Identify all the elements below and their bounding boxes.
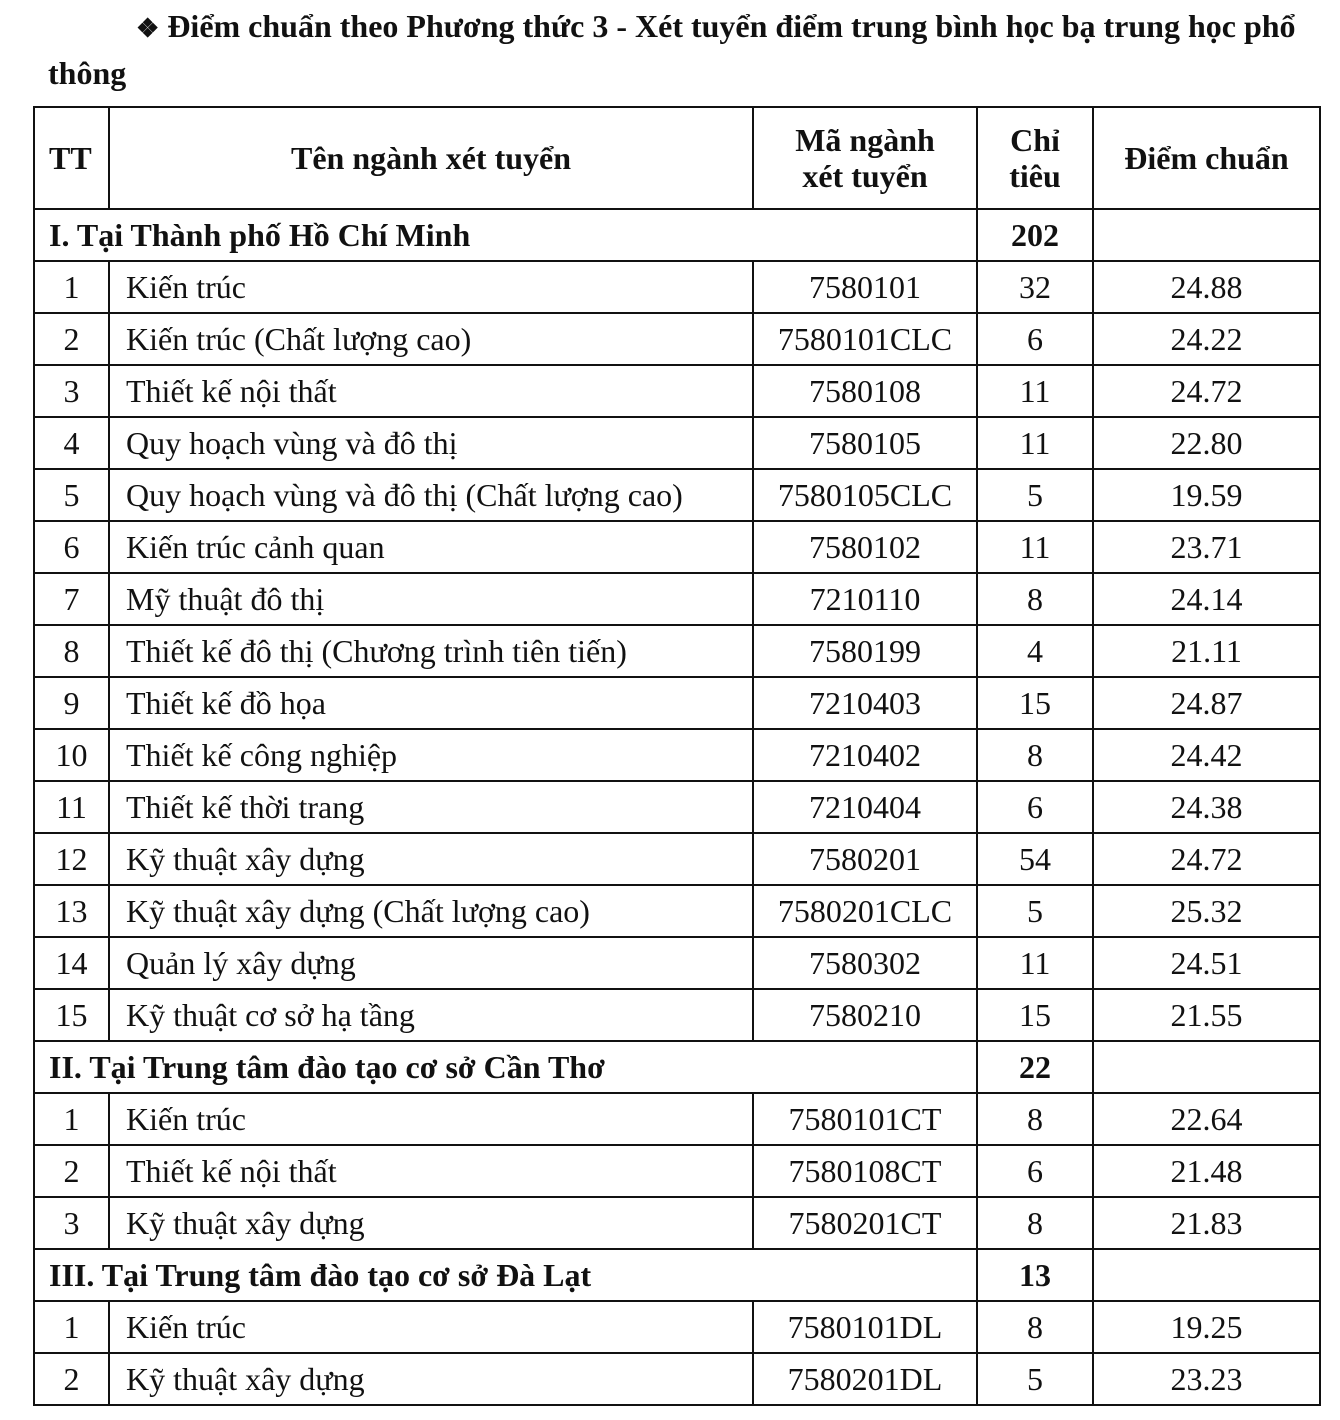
table-row xyxy=(34,625,1320,677)
row-quota: 8 xyxy=(977,1197,1093,1249)
row-code: 7580201 xyxy=(753,833,977,885)
row-code: 7580108 xyxy=(753,365,977,417)
row-tt: 2 xyxy=(34,1145,109,1197)
row-tt: 9 xyxy=(34,677,109,729)
row-name: Kiến trúc xyxy=(109,1301,753,1353)
row-score: 21.55 xyxy=(1093,989,1320,1041)
row-score: 24.42 xyxy=(1093,729,1320,781)
table-row xyxy=(34,365,1320,417)
row-quota: 15 xyxy=(977,677,1093,729)
row-tt: 1 xyxy=(34,261,109,313)
row-tt: 10 xyxy=(34,729,109,781)
row-score: 25.32 xyxy=(1093,885,1320,937)
header-code-line2: xét tuyển xyxy=(802,158,928,194)
table-row xyxy=(34,313,1320,365)
row-quota: 11 xyxy=(977,417,1093,469)
header-code xyxy=(753,107,977,209)
row-tt: 3 xyxy=(34,365,109,417)
row-tt: 3 xyxy=(34,1197,109,1249)
row-tt: 6 xyxy=(34,521,109,573)
row-quota: 8 xyxy=(977,1093,1093,1145)
section-quota: 13 xyxy=(977,1249,1093,1301)
row-tt: 8 xyxy=(34,625,109,677)
row-score: 24.87 xyxy=(1093,677,1320,729)
row-quota: 6 xyxy=(977,313,1093,365)
row-code: 7580101CT xyxy=(753,1093,977,1145)
row-score: 24.22 xyxy=(1093,313,1320,365)
row-name: Kỹ thuật xây dựng xyxy=(109,1197,753,1249)
row-quota: 15 xyxy=(977,989,1093,1041)
header-score: Điểm chuẩn xyxy=(1093,107,1320,209)
row-name: Kiến trúc cảnh quan xyxy=(109,521,753,573)
section-score-empty xyxy=(1093,209,1320,261)
row-name: Quản lý xây dựng xyxy=(109,937,753,989)
row-quota: 5 xyxy=(977,1353,1093,1405)
header-quota xyxy=(977,107,1093,209)
table-row xyxy=(34,677,1320,729)
row-name: Kỹ thuật xây dựng xyxy=(109,1353,753,1405)
row-score: 21.83 xyxy=(1093,1197,1320,1249)
row-quota: 11 xyxy=(977,521,1093,573)
header-quota-line1: Chỉ xyxy=(1010,122,1060,158)
row-score: 19.59 xyxy=(1093,469,1320,521)
row-quota: 8 xyxy=(977,573,1093,625)
row-quota: 8 xyxy=(977,729,1093,781)
row-score: 24.51 xyxy=(1093,937,1320,989)
row-tt: 12 xyxy=(34,833,109,885)
header-quota-line2: tiêu xyxy=(1009,158,1061,194)
row-code: 7580102 xyxy=(753,521,977,573)
row-name: Kiến trúc xyxy=(109,261,753,313)
section-row xyxy=(34,1041,1320,1093)
row-score: 19.25 xyxy=(1093,1301,1320,1353)
section-heading xyxy=(48,4,1318,96)
row-tt: 4 xyxy=(34,417,109,469)
row-name: Kỹ thuật xây dựng (Chất lượng cao) xyxy=(109,885,753,937)
section-title: II. Tại Trung tâm đào tạo cơ sở Cần Thơ xyxy=(34,1041,977,1093)
row-code: 7580105CLC xyxy=(753,469,977,521)
diamond-bullet-icon: ❖ xyxy=(136,14,160,43)
row-score: 24.88 xyxy=(1093,261,1320,313)
header-tt: TT xyxy=(34,107,109,209)
row-tt: 13 xyxy=(34,885,109,937)
row-name: Quy hoạch vùng và đô thị xyxy=(109,417,753,469)
table-row xyxy=(34,1145,1320,1197)
row-tt: 11 xyxy=(34,781,109,833)
row-score: 24.14 xyxy=(1093,573,1320,625)
section-row xyxy=(34,209,1320,261)
row-code: 7210403 xyxy=(753,677,977,729)
row-code: 7580302 xyxy=(753,937,977,989)
section-score-empty xyxy=(1093,1249,1320,1301)
section-title: III. Tại Trung tâm đào tạo cơ sở Đà Lạt xyxy=(34,1249,977,1301)
row-tt: 2 xyxy=(34,313,109,365)
row-code: 7210110 xyxy=(753,573,977,625)
table-row xyxy=(34,469,1320,521)
row-name: Kiến trúc xyxy=(109,1093,753,1145)
row-code: 7580210 xyxy=(753,989,977,1041)
row-name: Quy hoạch vùng và đô thị (Chất lượng cao) xyxy=(109,469,753,521)
row-tt: 2 xyxy=(34,1353,109,1405)
table-row xyxy=(34,781,1320,833)
table-row xyxy=(34,833,1320,885)
row-code: 7580201DL xyxy=(753,1353,977,1405)
row-tt: 5 xyxy=(34,469,109,521)
section-title: I. Tại Thành phố Hồ Chí Minh xyxy=(34,209,977,261)
row-name: Kỹ thuật cơ sở hạ tầng xyxy=(109,989,753,1041)
row-code: 7580201CT xyxy=(753,1197,977,1249)
row-quota: 5 xyxy=(977,469,1093,521)
row-tt: 14 xyxy=(34,937,109,989)
row-score: 23.71 xyxy=(1093,521,1320,573)
row-score: 23.23 xyxy=(1093,1353,1320,1405)
row-quota: 32 xyxy=(977,261,1093,313)
row-name: Thiết kế đồ họa xyxy=(109,677,753,729)
heading-text: Điểm chuẩn theo Phương thức 3 - Xét tuyển điểm trung bình học bạ trung học phổ thông xyxy=(48,8,1296,91)
row-name: Kiến trúc (Chất lượng cao) xyxy=(109,313,753,365)
row-name: Kỹ thuật xây dựng xyxy=(109,833,753,885)
row-score: 21.48 xyxy=(1093,1145,1320,1197)
row-tt: 1 xyxy=(34,1301,109,1353)
row-tt: 15 xyxy=(34,989,109,1041)
row-code: 7580105 xyxy=(753,417,977,469)
row-name: Mỹ thuật đô thị xyxy=(109,573,753,625)
row-quota: 8 xyxy=(977,1301,1093,1353)
table-row xyxy=(34,417,1320,469)
row-code: 7580108CT xyxy=(753,1145,977,1197)
row-quota: 6 xyxy=(977,781,1093,833)
table-row xyxy=(34,261,1320,313)
row-score: 24.72 xyxy=(1093,833,1320,885)
row-score: 24.72 xyxy=(1093,365,1320,417)
table-header-row xyxy=(34,107,1320,209)
table-row xyxy=(34,573,1320,625)
row-tt: 1 xyxy=(34,1093,109,1145)
row-quota: 6 xyxy=(977,1145,1093,1197)
table-row xyxy=(34,729,1320,781)
row-score: 22.80 xyxy=(1093,417,1320,469)
table-row xyxy=(34,937,1320,989)
row-score: 21.11 xyxy=(1093,625,1320,677)
row-score: 22.64 xyxy=(1093,1093,1320,1145)
admission-score-table xyxy=(33,106,1321,1406)
header-code-line1: Mã ngành xyxy=(795,122,935,158)
section-quota: 202 xyxy=(977,209,1093,261)
row-quota: 5 xyxy=(977,885,1093,937)
row-code: 7580101CLC xyxy=(753,313,977,365)
row-code: 7580101 xyxy=(753,261,977,313)
row-tt: 7 xyxy=(34,573,109,625)
row-quota: 11 xyxy=(977,937,1093,989)
row-name: Thiết kế nội thất xyxy=(109,1145,753,1197)
row-quota: 11 xyxy=(977,365,1093,417)
header-name: Tên ngành xét tuyển xyxy=(109,107,753,209)
row-quota: 54 xyxy=(977,833,1093,885)
row-name: Thiết kế thời trang xyxy=(109,781,753,833)
row-name: Thiết kế đô thị (Chương trình tiên tiến) xyxy=(109,625,753,677)
row-code: 7210404 xyxy=(753,781,977,833)
table-row xyxy=(34,521,1320,573)
table-row xyxy=(34,1197,1320,1249)
row-score: 24.38 xyxy=(1093,781,1320,833)
row-code: 7580101DL xyxy=(753,1301,977,1353)
table-row xyxy=(34,885,1320,937)
table-row xyxy=(34,1093,1320,1145)
section-row xyxy=(34,1249,1320,1301)
section-quota: 22 xyxy=(977,1041,1093,1093)
row-code: 7580201CLC xyxy=(753,885,977,937)
table-row xyxy=(34,1353,1320,1405)
section-score-empty xyxy=(1093,1041,1320,1093)
row-code: 7580199 xyxy=(753,625,977,677)
row-quota: 4 xyxy=(977,625,1093,677)
row-code: 7210402 xyxy=(753,729,977,781)
row-name: Thiết kế nội thất xyxy=(109,365,753,417)
table-row xyxy=(34,989,1320,1041)
row-name: Thiết kế công nghiệp xyxy=(109,729,753,781)
table-row xyxy=(34,1301,1320,1353)
table-body xyxy=(34,209,1320,1405)
